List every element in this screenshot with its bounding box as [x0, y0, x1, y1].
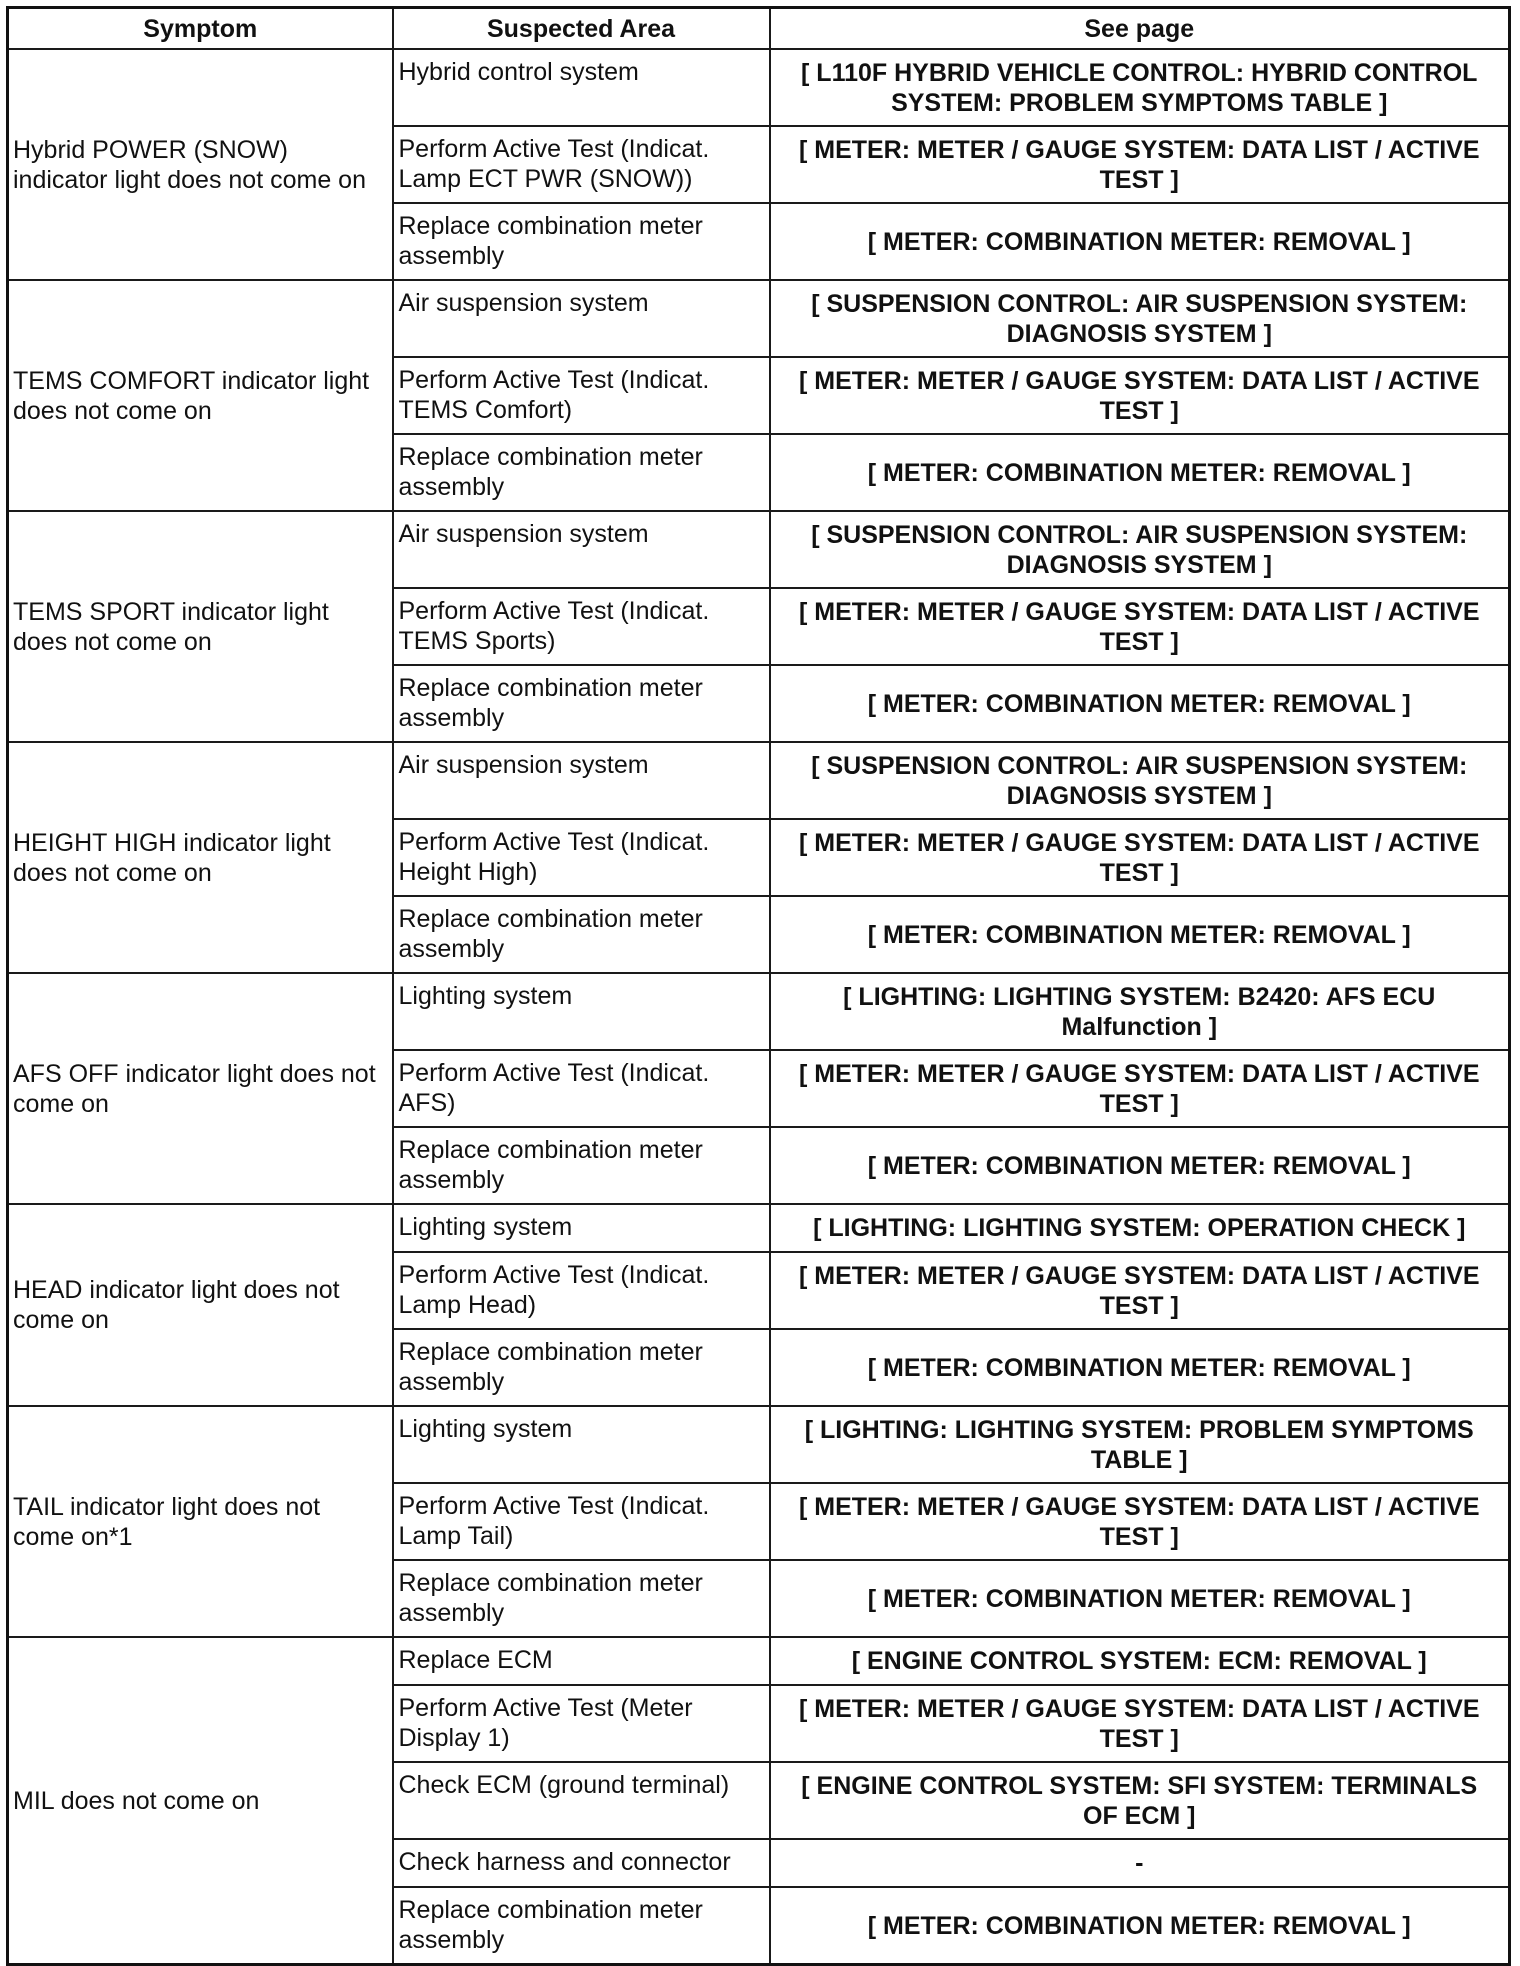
- see-page-cell: [ METER: COMBINATION METER: REMOVAL ]: [770, 1329, 1510, 1406]
- see-page-cell: [ SUSPENSION CONTROL: AIR SUSPENSION SYSTEM: DIAGNOSIS SYSTEM ]: [770, 511, 1510, 588]
- see-page-cell: [ METER: METER / GAUGE SYSTEM: DATA LIST / ACTIVE TEST ]: [770, 588, 1510, 665]
- see-page-cell: [ METER: METER / GAUGE SYSTEM: DATA LIST / ACTIVE TEST ]: [770, 1685, 1510, 1762]
- see-page-cell: [ METER: METER / GAUGE SYSTEM: DATA LIST / ACTIVE TEST ]: [770, 126, 1510, 203]
- see-page-cell: [ L110F HYBRID VEHICLE CONTROL: HYBRID CONTROL SYSTEM: PROBLEM SYMPTOMS TABLE ]: [770, 49, 1510, 126]
- see-page-cell: [ METER: COMBINATION METER: REMOVAL ]: [770, 1887, 1510, 1965]
- symptom-cell: TEMS COMFORT indicator light does not come on: [8, 280, 393, 511]
- see-page-cell: [ METER: COMBINATION METER: REMOVAL ]: [770, 1127, 1510, 1204]
- suspected-area-cell: Lighting system: [393, 973, 770, 1050]
- suspected-area-cell: Replace combination meter assembly: [393, 1560, 770, 1637]
- header-suspected-area: Suspected Area: [393, 8, 770, 50]
- see-page-cell: [ LIGHTING: LIGHTING SYSTEM: PROBLEM SYMPTOMS TABLE ]: [770, 1406, 1510, 1483]
- suspected-area-cell: Perform Active Test (Indicat. TEMS Comfort): [393, 357, 770, 434]
- header-symptom: Symptom: [8, 8, 393, 50]
- symptom-cell: Hybrid POWER (SNOW) indicator light does not come on: [8, 49, 393, 280]
- see-page-cell: [ LIGHTING: LIGHTING SYSTEM: B2420: AFS ECU Malfunction ]: [770, 973, 1510, 1050]
- suspected-area-cell: Replace combination meter assembly: [393, 1329, 770, 1406]
- suspected-area-cell: Replace combination meter assembly: [393, 434, 770, 511]
- see-page-cell: [ METER: COMBINATION METER: REMOVAL ]: [770, 1560, 1510, 1637]
- suspected-area-cell: Perform Active Test (Indicat. Lamp ECT PWR (SNOW)): [393, 126, 770, 203]
- suspected-area-cell: Replace combination meter assembly: [393, 1127, 770, 1204]
- see-page-cell: [ METER: METER / GAUGE SYSTEM: DATA LIST / ACTIVE TEST ]: [770, 1483, 1510, 1560]
- table-row: [8, 280, 1510, 357]
- suspected-area-cell: Perform Active Test (Indicat. Lamp Head): [393, 1252, 770, 1329]
- suspected-area-cell: Lighting system: [393, 1406, 770, 1483]
- see-page-cell: [ METER: COMBINATION METER: REMOVAL ]: [770, 434, 1510, 511]
- see-page-cell: [ METER: COMBINATION METER: REMOVAL ]: [770, 665, 1510, 742]
- symptom-cell: HEAD indicator light does not come on: [8, 1204, 393, 1406]
- suspected-area-cell: Perform Active Test (Meter Display 1): [393, 1685, 770, 1762]
- suspected-area-cell: Replace combination meter assembly: [393, 665, 770, 742]
- see-page-cell: [ ENGINE CONTROL SYSTEM: SFI SYSTEM: TERMINALS OF ECM ]: [770, 1762, 1510, 1839]
- see-page-cell: [ METER: COMBINATION METER: REMOVAL ]: [770, 203, 1510, 280]
- suspected-area-cell: Replace combination meter assembly: [393, 1887, 770, 1965]
- suspected-area-cell: Replace ECM: [393, 1637, 770, 1685]
- see-page-cell: [ LIGHTING: LIGHTING SYSTEM: OPERATION CHECK ]: [770, 1204, 1510, 1252]
- see-page-cell: [ METER: COMBINATION METER: REMOVAL ]: [770, 896, 1510, 973]
- suspected-area-cell: Replace combination meter assembly: [393, 203, 770, 280]
- table-row: [8, 1637, 1510, 1685]
- suspected-area-cell: Hybrid control system: [393, 49, 770, 126]
- suspected-area-cell: Air suspension system: [393, 511, 770, 588]
- symptom-cell: MIL does not come on: [8, 1637, 393, 1965]
- see-page-cell: [ SUSPENSION CONTROL: AIR SUSPENSION SYSTEM: DIAGNOSIS SYSTEM ]: [770, 280, 1510, 357]
- table-row: [8, 742, 1510, 819]
- table-row: [8, 49, 1510, 126]
- symptom-cell: TAIL indicator light does not come on*1: [8, 1406, 393, 1637]
- suspected-area-cell: Lighting system: [393, 1204, 770, 1252]
- suspected-area-cell: Air suspension system: [393, 742, 770, 819]
- see-page-cell: [ METER: METER / GAUGE SYSTEM: DATA LIST / ACTIVE TEST ]: [770, 357, 1510, 434]
- suspected-area-cell: Perform Active Test (Indicat. AFS): [393, 1050, 770, 1127]
- table-row: [8, 1406, 1510, 1483]
- see-page-cell: [ METER: METER / GAUGE SYSTEM: DATA LIST / ACTIVE TEST ]: [770, 1050, 1510, 1127]
- suspected-area-cell: Check ECM (ground terminal): [393, 1762, 770, 1839]
- suspected-area-cell: Perform Active Test (Indicat. Height High): [393, 819, 770, 896]
- table-row: [8, 1204, 1510, 1252]
- see-page-cell: [ ENGINE CONTROL SYSTEM: ECM: REMOVAL ]: [770, 1637, 1510, 1685]
- problem-symptoms-table: [6, 6, 1511, 1966]
- see-page-cell: -: [770, 1839, 1510, 1887]
- header-row: [8, 8, 1510, 50]
- suspected-area-cell: Replace combination meter assembly: [393, 896, 770, 973]
- symptom-cell: TEMS SPORT indicator light does not come on: [8, 511, 393, 742]
- symptom-cell: AFS OFF indicator light does not come on: [8, 973, 393, 1204]
- see-page-cell: [ METER: METER / GAUGE SYSTEM: DATA LIST / ACTIVE TEST ]: [770, 1252, 1510, 1329]
- table-row: [8, 511, 1510, 588]
- see-page-cell: [ METER: METER / GAUGE SYSTEM: DATA LIST / ACTIVE TEST ]: [770, 819, 1510, 896]
- suspected-area-cell: Air suspension system: [393, 280, 770, 357]
- suspected-area-cell: Perform Active Test (Indicat. TEMS Sports): [393, 588, 770, 665]
- symptom-cell: HEIGHT HIGH indicator light does not come on: [8, 742, 393, 973]
- see-page-cell: [ SUSPENSION CONTROL: AIR SUSPENSION SYSTEM: DIAGNOSIS SYSTEM ]: [770, 742, 1510, 819]
- table-row: [8, 973, 1510, 1050]
- suspected-area-cell: Check harness and connector: [393, 1839, 770, 1887]
- symptom-table-container: [6, 6, 1508, 1966]
- header-see-page: See page: [770, 8, 1510, 50]
- suspected-area-cell: Perform Active Test (Indicat. Lamp Tail): [393, 1483, 770, 1560]
